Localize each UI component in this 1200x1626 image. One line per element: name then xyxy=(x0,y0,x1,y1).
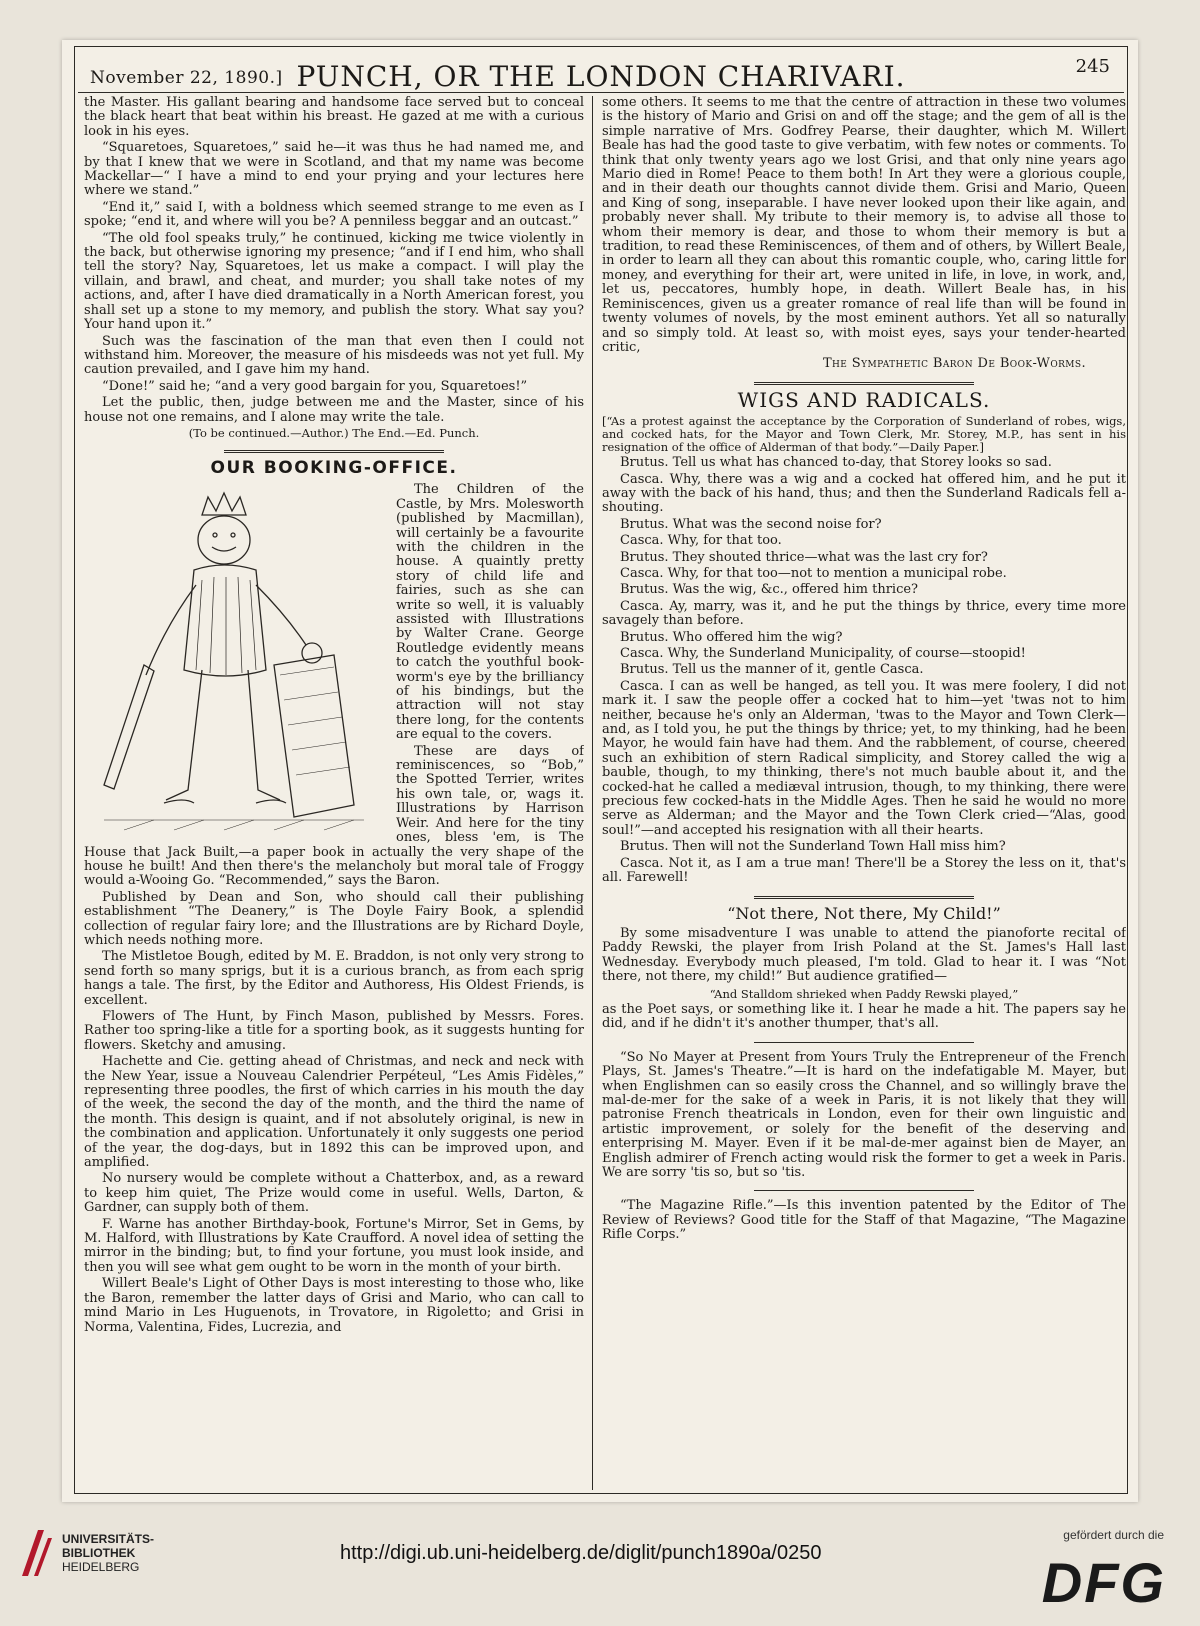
not-there-quote: “And Stalldom shrieked when Paddy Rewski played,” xyxy=(709,986,1019,1001)
dialogue-line: Brutus. They shouted thrice—what was the last cry for? xyxy=(620,549,988,565)
dfg-logo: DFG xyxy=(1041,1551,1166,1614)
booking-paragraph: Hachette and Cie. getting ahead of Christmas, and neck and neck with the New Year, issue a Nouveau Calendrier Perpéteul, “Les Amis Fidèles,” representing three poodles, the first of which carries in his mouth the day of the week, the second the day of the month, and the third the name of the month. This design is quaint, and if not absolutely original, is new in the combination and application. Unfortunately it only suggests one period of the year, the dog-days, but in 1892 this can be improved upon, and amplified. xyxy=(84,1054,584,1171)
dialogue-line: Brutus. Tell us what has chanced to-day, that Storey looks so sad. xyxy=(620,455,1052,471)
story-paragraph: “Squaretoes, Squaretoes,” said he—it was thus he had named me, and by that I knew that we were in Scotland, and that my name was become Mackellar—“ I have a mind to end your prying and your lectures here where we stand.” xyxy=(84,140,584,199)
section-separator xyxy=(754,1042,974,1043)
booking-paragraph: The Mistletoe Bough, edited by M. E. Braddon, is not only very strong to send forth so many sprigs, but it is a curious branch, as from each sprig hangs a tale. The first, by the Editor and Authoress, His Oldest Friends, is excellent. xyxy=(84,949,584,1008)
review-signature: The Sympathetic Baron De Book-Worms. xyxy=(822,356,1086,372)
left-column xyxy=(84,96,584,1490)
column-divider xyxy=(592,96,593,1490)
right-column xyxy=(602,96,1126,1490)
story-paragraph: “The old fool speaks truly,” he continued, kicking me twice violently in the back, but otherwise ignoring my presence; “and if I end him, who shall tell the story? Nay, Squaretoes, let us make a compact. I will play the villain, and brawl, and cheat, and murder; you shall take notes of my actions, and, after I have died dramatically in a North American forest, you shall set up a stone to my memory, and publish the story. What say you? Your hand upon it.” xyxy=(84,230,584,333)
section-separator xyxy=(754,896,974,899)
dialogue-line: Brutus. Then will not the Sunderland Town Hall miss him? xyxy=(620,839,1006,855)
rifle-paragraph: “The Magazine Rifle.”—Is this invention patented by the Editor of The Review of Reviews? Good title for the Staff of that Magazine, “The Magazine Rifle Corps.” xyxy=(602,1198,1126,1243)
story-paragraph: “Done!” said he; “and a very good bargain for you, Squaretoes!” xyxy=(102,378,528,394)
header-title: PUNCH, OR THE LONDON CHARIVARI. xyxy=(296,60,906,93)
booking-office-title: OUR BOOKING-OFFICE. xyxy=(210,457,458,478)
dialogue-line: Brutus. Who offered him the wig? xyxy=(620,629,843,645)
dialogue-line: Brutus. What was the second noise for? xyxy=(620,516,882,532)
scanned-page xyxy=(62,40,1138,1502)
mayer-paragraph: “So No Mayer at Present from Yours Truly the Entrepreneur of the French Plays, St. James's Theatre.”—It is hard on the indefatigable M. Mayer, but when Englishmen can so easily cross the Channel, and so willingly brave the mal-de-mer for the sake of a week in Paris, it is not likely that they will patronise French theatricals in London, even for their own linguistic and artistic improvement, or solely for the benefit of the deserving and enterprising M. Mayer. Even if it be mal-de-mer against bien de Mayer, an English admirer of French acting would risk the former to get a week in Paris. We are sorry 'tis so, but so 'tis. xyxy=(602,1049,1126,1180)
review-continuation: some others. It seems to me that the centre of attraction in these two volumes is the history of Mario and Grisi on and off the stage; and the gem of all is the simple narrative of Mrs. Godfrey Pearse, their daughter, which M. Willert Beale has had the good taste to give verbatim, with few notes or comments. To think that only twenty years ago we lost Grisi, and that only nine years ago Mario died in Rome! Peace to them both! In Art they were a glorious couple, and in their death our thoughts cannot divide them. Grisi and Mario, Queen and King of song, inseparable. I have never looked upon their like again, and probably never shall. My tribute to their memory is, to advise all those to whom their memory is dear, and those to whom their memory is but a tradition, to read these Reminiscences, of them and of others, by Willert Beale, in order to learn all they can about this romantic couple, who, caring little for money, and everything for their art, were united in life, in love, in work, and, let us, peccatores, humbly hope, in death. Willert Beale has, in his Reminiscences, given us a greater romance of real life than will be found in twenty volumes of novels, by the most eminent authors. Yet all so naturally and so simply told. At least so, with moist eyes, says your tender-hearted critic, xyxy=(602,96,1126,355)
funded-by-label: gefördert durch die xyxy=(1063,1528,1164,1542)
dialogue-line: Brutus. Tell us the manner of it, gentle Casca. xyxy=(620,662,924,678)
baron-illustration xyxy=(84,485,384,840)
viewer-footer xyxy=(0,1508,1200,1626)
section-separator xyxy=(754,1190,974,1191)
dialogue-line: Casca. Why, for that too. xyxy=(620,533,782,549)
library-line: BIBLIOTHEK xyxy=(62,1546,136,1560)
header-date: November 22, 1890.] xyxy=(90,68,283,88)
booking-paragraph: Flowers of The Hunt, by Finch Mason, published by Messrs. Fores. Rather too spring-like a title for a sporting book, as it suggests hunting for flowers. Sketchy and amusing. xyxy=(84,1008,584,1053)
booking-paragraph: The Children of the Castle, by Mrs. Molesworth (published by Macmillan), will certainly be a favourite with the children in the house. A quaintly pretty story of child life and fairies, such as she can write so well, it is valuably assisted with Illustrations by Walter Crane. George Routledge evidently means to catch the youthful book-worm's eye by the brilliancy of his bindings, but the attraction will not stay there long, for the contents are equal to the covers. xyxy=(396,482,584,743)
dialogue-line: Casca. Ay, marry, was it, and he put the things by thrice, every time more savagely than before. xyxy=(602,598,1126,629)
section-separator xyxy=(754,382,974,385)
dialogue-line: Casca. Why, for that too—not to mention a municipal robe. xyxy=(620,565,1007,581)
dialogue-line: Brutus. Was the wig, &c., offered him thrice? xyxy=(620,582,919,598)
library-name xyxy=(62,1532,154,1574)
dialogue-line: Casca. Not it, as I am a true man! There'll be a Storey the less on it, that's all. Farewell! xyxy=(602,855,1126,886)
not-there-paragraph: as the Poet says, or something like it. I hear he made a hit. The papers say he did, and if he didn't it's another thumper, that's all. xyxy=(602,1001,1126,1032)
story-end-note: (To be continued.—Author.) The End.—Ed. Punch. xyxy=(188,425,480,440)
wigs-note: [“As a protest against the acceptance by the Corporation of Sunderland of robes, wigs, and cocked hats, for the Mayor and Town Clerk, Mr. Storey, M.P., has sent in his resignation of the office of Alderman of that body.”—Daily Paper.] xyxy=(602,414,1126,455)
booking-paragraph: No nursery would be complete without a Chatterbox, and, as a reward to keep him quiet, The Prize would come in useful. Wells, Darton, & Gardner, can supply both of them. xyxy=(84,1171,584,1216)
story-paragraph: “End it,” said I, with a boldness which seemed strange to me even as I spoke; “end it, and where will you be? A penniless beggar and an outcast.” xyxy=(84,199,584,230)
library-logo-icon xyxy=(18,1526,56,1582)
wigs-radicals-title: WIGS AND RADICALS. xyxy=(737,387,991,412)
story-paragraph: the Master. His gallant bearing and handsome face served but to conceal the black heart that beat within his breast. He gazed at me with a curious look in his eyes. xyxy=(84,96,584,139)
booking-paragraph: Published by Dean and Son, who should call their publishing establishment “The Deanery,” is The Doyle Fairy Book, a splendid collection of regular fairy lore; and the Illustrations are by Richard Doyle, which needs nothing more. xyxy=(84,889,584,948)
baron-drawing xyxy=(84,485,384,840)
page-number: 245 xyxy=(1075,56,1110,77)
section-separator xyxy=(224,450,444,453)
library-line: HEIDELBERG xyxy=(62,1560,140,1574)
story-paragraph: Such was the fascination of the man that even then I could not withstand him. Moreover, the measure of his misdeeds was not yet full. My caution prevailed, and I gave him my hand. xyxy=(84,333,584,378)
booking-paragraph: These are days of reminiscences, so “Bob,” the Spotted Terrier, writes his own tale, or, wags it. Illustrations by Harrison Weir. And here for the tiny ones, bless 'em, is The House that Jack Built,—a paper book in actually the very shape of the house he built! And then there's the melancholy but moral tale of Froggy would a-Wooing Go. “Recommended,” says the Baron. xyxy=(84,743,584,889)
story-paragraph: Let the public, then, judge between me and the Master, since of his house not one remains, and I alone may write the tale. xyxy=(84,395,584,425)
permalink-url[interactable]: http://digi.ub.uni-heidelberg.de/diglit/punch1890a/0250 xyxy=(340,1542,822,1564)
not-there-title: “Not there, Not there, My Child!” xyxy=(727,903,1001,923)
dialogue-line: Casca. Why, the Sunderland Municipality, of course—stoopid! xyxy=(620,646,1026,661)
booking-paragraph: F. Warne has another Birthday-book, Fortune's Mirror, Set in Gems, by M. Halford, with Illustrations by Kate Craufford. A novel idea of setting the mirror in the binding; but, to find your fortune, you must look inside, and then you will see what gem ought to be worn in the month of your birth. xyxy=(84,1216,584,1275)
dialogue-line: Casca. Why, there was a wig and a cocked hat offered him, and he put it away with the back of his hand, thus; and then the Sunderland Radicals fell a-shouting. xyxy=(602,471,1126,516)
page-header xyxy=(78,52,1124,93)
not-there-paragraph: By some misadventure I was unable to attend the pianoforte recital of Paddy Rewski, the player from Irish Poland at the St. James's Hall last Wednesday. Everybody much pleased, I'm told. Glad to hear it. I was “Not there, not there, my child!” But audience gratified— xyxy=(602,925,1126,985)
booking-paragraph: Willert Beale's Light of Other Days is most interesting to those who, like the Baron, remember the latter days of Grisi and Mario, who can call to mind Mario in Les Huguenots, in Trovatore, in Rigoletto; and Grisi in Norma, Valentina, Fides, Lucrezia, and xyxy=(84,1276,584,1335)
dialogue-line: Casca. I can as well be hanged, as tell you. It was mere foolery, I did not mark it. I saw the people offer a cocked hat to him—yet 'twas not to him neither, because he's only an Alderman, 'twas to the Mayor and Town Clerk—and, as I told you, he put the things by thrice; yet, to my thinking, had he been Mayor, he would fain have had them. And the rabblement, of course, cheered such an exhibition of stern Radical simplicity, and Storey called the wig a bauble, though, to my thinking, there's not much bauble about it, and the cocked-hat he called a mediæval intrusion, though, to my thinking, there were precious few cocked-hats in the Middle Ages. Then he said he would no more serve as Alderman; and the Mayor and the Town Clerk cried—“Alas, good soul!”—and accepted his resignation with all their hearts. xyxy=(602,678,1126,838)
library-line: UNIVERSITÄTS- xyxy=(62,1532,155,1546)
